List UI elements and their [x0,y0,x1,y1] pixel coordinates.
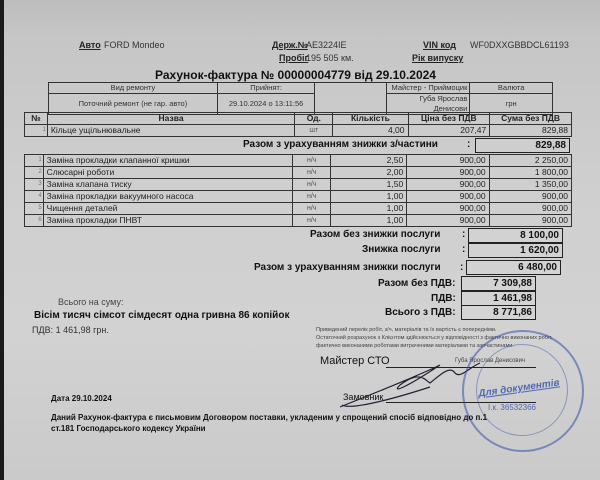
approval-line-1: Приведений перелік робіт, з/ч, матеріалів та їх вартість є попередніми. [316,327,497,333]
row-qty: 2,00 [331,167,407,179]
customer-sign-label: Замовник [343,392,384,402]
services-no-discount-value: 8 100,00 [468,228,563,243]
row-sum: 900,00 [489,215,571,227]
row-no: 5 [25,203,44,215]
colon: : [460,262,464,273]
no-vat-label: Разом без ПДВ: [378,278,456,289]
col-qty: Кількість [333,113,408,125]
footer-legal-line-2: ст.181 Господарського кодексу України [51,424,206,433]
master-value: Губа Ярослав Денисови [387,94,470,115]
row-sum: 900,00 [489,203,571,215]
vin-value: WF0DXXGBBDCL61193 [470,40,569,50]
col-price: Ціна без ПДВ [408,113,490,125]
mileage-value: 195 505 км. [306,53,354,63]
accepted-value: 29.10.2024 о 13:11:56 [217,94,314,115]
currency-value: грн [470,94,553,115]
approval-line-3: фактично виконаними роботами витраченими матеріалами та запчастинами. [316,343,514,349]
col-unit: Од. [295,113,333,125]
row-qty: 4,00 [333,125,408,137]
year-label: Рік випуску [412,53,464,63]
row-price: 900,00 [407,179,489,191]
row-qty: 1,50 [331,179,407,191]
parts-total-label: Разом з урахуванням знижки з/частини [243,139,438,150]
parts-table [24,112,572,137]
stamp-center-text: Для документів [477,377,561,400]
row-no: 4 [25,191,44,203]
services-discount-value: 1 620,00 [468,243,563,258]
amount-vat-line: ПДВ: 1 461,98 грн. [32,325,109,335]
auto-label: Авто [79,40,101,50]
with-vat-value: 8 771,86 [461,305,536,320]
row-name: Заміна прокладки вакуумного насоса [43,191,292,203]
table-row [25,155,572,167]
repair-type-label: Вид ремонту [49,83,218,94]
row-price: 900,00 [407,203,489,215]
row-sum: 1 800,00 [489,167,571,179]
row-name: Заміна прокладки клапанної кришки [43,155,292,167]
vin-label: VIN код [423,40,456,50]
row-name: Кільце ущільнювальне [47,125,294,137]
row-price: 900,00 [407,191,489,203]
row-unit: н/ч [293,167,331,179]
col-no: № [25,113,48,125]
colon: : [462,244,466,255]
table-row [25,125,572,137]
master-label: Майстер - Приймоцик [387,83,470,94]
row-price: 900,00 [407,167,489,179]
parts-total-value: 829,88 [475,138,570,153]
row-name: Чищення деталей [43,203,292,215]
row-unit: шт [295,125,333,137]
plate-label: Держ.№ [272,40,308,50]
services-with-discount-label: Разом з урахуванням знижки послуги [254,262,441,273]
table-row [25,203,572,215]
parts-total-colon: : [467,139,471,150]
table-row [25,167,572,179]
mileage-label: Пробіг [279,53,309,63]
with-vat-label: Всього з ПДВ: [385,307,456,318]
row-price: 207,47 [408,125,490,137]
row-unit: н/ч [293,203,331,215]
invoice-title: Рахунок-фактура № 00000004779 від 29.10.2024 [155,68,436,82]
row-sum: 1 350,00 [489,179,571,191]
empty-info-cell [315,83,387,115]
row-unit: н/ч [293,215,331,227]
row-no: 1 [25,155,44,167]
stamp-code: І.к. 36532366 [488,403,536,412]
row-qty: 1,00 [331,215,407,227]
table-row [25,179,572,191]
row-price: 900,00 [407,155,489,167]
row-sum: 2 250,00 [489,155,571,167]
row-sum: 900,00 [489,191,571,203]
footer-legal-line-1: Даний Рахунок-фактура є письмовим Договором поставки, укладеним у спрощений спосіб відповідно до п.1 [51,413,488,422]
row-qty: 2,50 [331,155,407,167]
services-table [24,154,572,227]
row-qty: 1,00 [331,191,407,203]
row-unit: н/ч [293,155,331,167]
master-sign-label: Майстер СТО [320,355,390,367]
row-no: 3 [25,179,44,191]
table-row [25,191,572,203]
colon: : [462,229,466,240]
accepted-label: Прийнят: [217,83,314,94]
col-sum: Сума без ПДВ [490,113,572,125]
row-no: 1 [25,125,48,137]
amount-label: Всього на суму: [58,297,124,307]
no-vat-value: 7 309,88 [461,276,536,291]
table-header-row [25,113,572,125]
row-unit: н/ч [293,179,331,191]
repair-type-value: Поточний ремонт (не гар. авто) [49,94,218,115]
row-qty: 1,00 [331,203,407,215]
master-sign-name: Губа Ярослав Денисович [455,358,526,364]
row-name: Заміна клапана тиску [43,179,292,191]
repair-info-table [48,82,553,115]
row-name: Заміна прокладки ПНВТ [43,215,292,227]
services-with-discount-value: 6 480,00 [466,260,561,275]
row-name: Слюсарні роботи [43,167,292,179]
table-row [25,215,572,227]
services-no-discount-label: Разом без знижки послуги [310,229,441,240]
vat-value: 1 461,98 [461,291,536,306]
row-sum: 829,88 [490,125,572,137]
currency-label: Валюта [470,83,553,94]
row-no: 2 [25,167,44,179]
vat-label: ПДВ: [431,293,456,304]
footer-date: Дата 29.10.2024 [51,394,112,403]
plate-value: AE3224IE [306,40,347,50]
row-unit: н/ч [293,191,331,203]
row-price: 900,00 [407,215,489,227]
auto-value: FORD Mondeo [104,40,165,50]
services-discount-label: Знижка послуги [362,244,441,255]
row-no: 6 [25,215,44,227]
col-name: Назва [47,113,294,125]
approval-line-2: Остаточний розрахунок з Клієнтом здійснюється у відповідності з фактично виконаних робіт, [316,335,553,341]
amount-words: Вісім тисяч сімсот сімдесят одна гривна 86 копійок [34,310,290,321]
